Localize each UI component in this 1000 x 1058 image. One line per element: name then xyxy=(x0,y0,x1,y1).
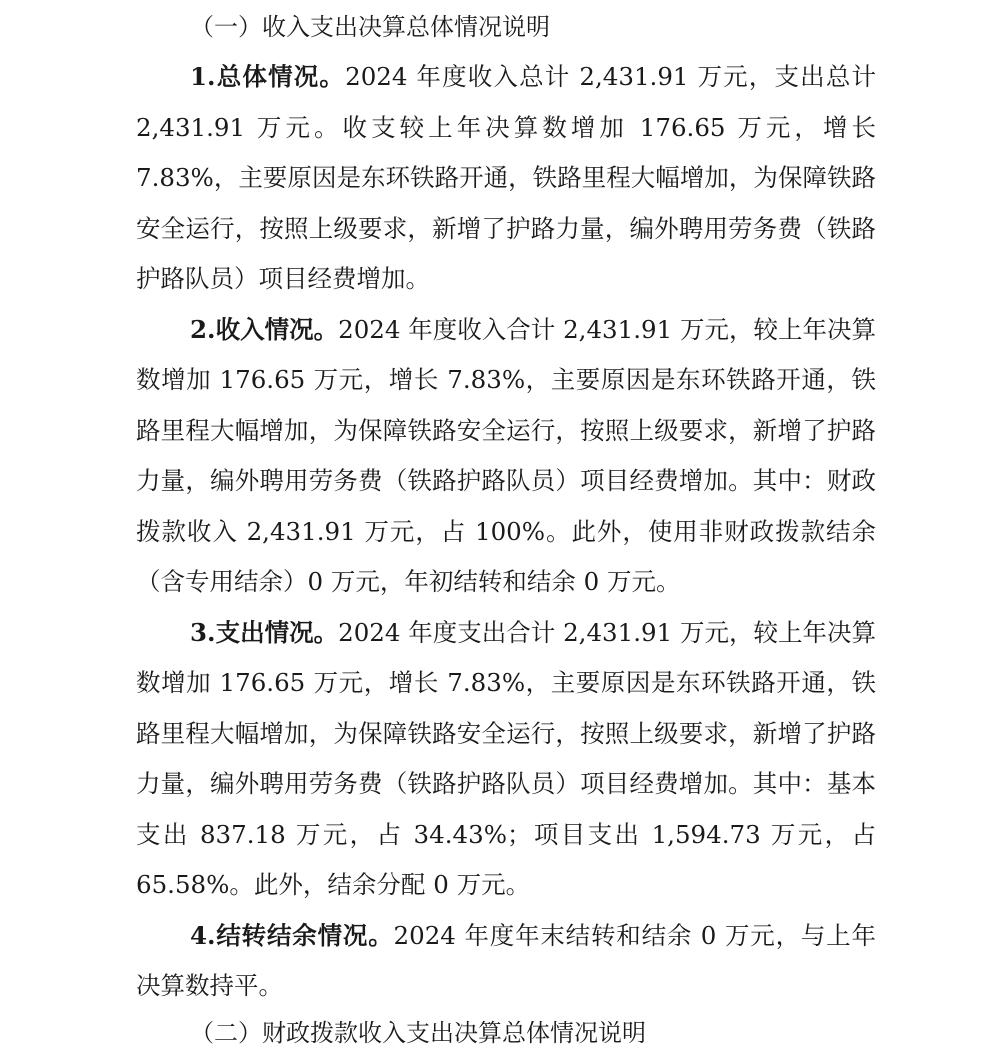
paragraph-text: 2024 年度年末结转和结余 0 万元，与上年决算数持平。 xyxy=(136,920,876,1000)
section-heading-2: （二）财政拨款收入支出决算总体情况说明 xyxy=(190,1019,646,1047)
paragraph-text: 2024 年度支出合计 2,431.91 万元，较上年决算数增加 176.65 万元，增长 7.83%，主要原因是东环铁路开通，铁路里程大幅增加，为保障铁路安全运行，按照上级要求，新增了护路力量，编外聘用劳务费（铁路护路队员）项目经费增加。其中：基本支出 837.18 万元，占 34.43%；项目支出 1,594.73 万元，占 65.58%。此外，结余分配 0 万元。 xyxy=(136,617,876,899)
paragraph-text: 2024 年度收入总计 2,431.91 万元，支出总计 2,431.91 万元。收支较上年决算数增加 176.65 万元，增长 7.83%，主要原因是东环铁路开通，铁路里程大幅增加，为保障铁路安全运行，按照上级要求，新增了护路力量，编外聘用劳务费（铁路护路队员）项目经费增加。 xyxy=(136,62,876,293)
paragraph-income xyxy=(136,305,876,608)
paragraph-lead: 4.结转结余情况。 xyxy=(190,920,394,950)
section-heading-1: （一）收入支出决算总体情况说明 xyxy=(190,13,550,41)
paragraph-lead: 2.收入情况。 xyxy=(190,314,339,344)
paragraph-balance xyxy=(136,911,876,1012)
paragraph-lead: 3.支出情况。 xyxy=(190,617,339,647)
paragraph-overall xyxy=(136,52,876,305)
paragraph-expenditure xyxy=(136,608,876,911)
paragraph-text: 2024 年度收入合计 2,431.91 万元，较上年决算数增加 176.65 万元，增长 7.83%，主要原因是东环铁路开通，铁路里程大幅增加，为保障铁路安全运行，按照上级要求，新增了护路力量，编外聘用劳务费（铁路护路队员）项目经费增加。其中：财政拨款收入 2,431.91 万元，占 100%。此外，使用非财政拨款结余（含专用结余）0 万元，年初结转和结余 0 万元。 xyxy=(136,314,876,596)
document-body xyxy=(136,0,876,1047)
paragraph-lead: 1.总体情况。 xyxy=(190,62,346,91)
